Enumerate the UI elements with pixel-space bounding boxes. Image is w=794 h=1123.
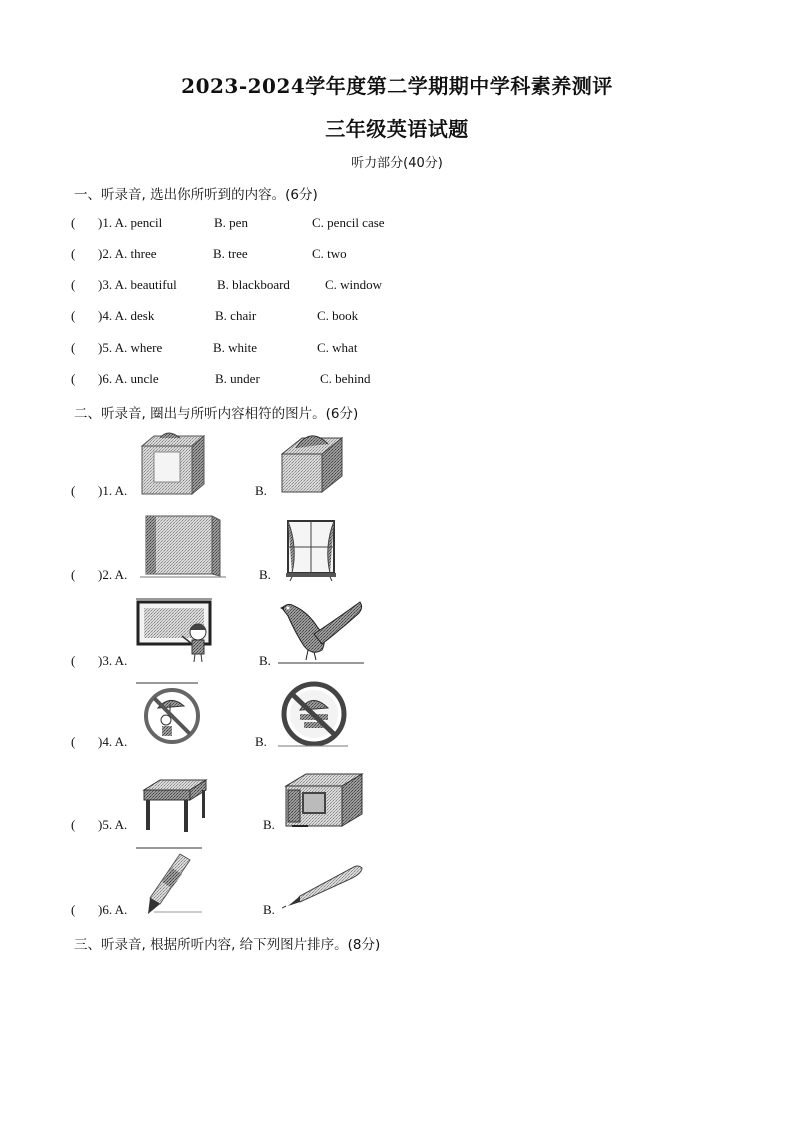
pencil-icon[interactable] — [136, 846, 208, 916]
option-c: C. what — [317, 340, 358, 355]
q-number-a: )5. A. where — [98, 340, 163, 355]
page-title-line1: 2023-2024学年度第二学期期中学科素养测评 — [181, 74, 613, 98]
bird-icon[interactable] — [278, 598, 366, 666]
option-b: B. chair — [215, 308, 257, 323]
option-b: B. blackboard — [217, 277, 290, 292]
pen-icon[interactable] — [282, 862, 366, 912]
answer-paren[interactable]: ( — [71, 277, 76, 292]
option-b: B. — [263, 817, 275, 832]
answer-paren[interactable]: ( — [71, 215, 76, 230]
q-number-a: )4. A. — [98, 734, 128, 749]
option-c: C. pencil case — [312, 215, 385, 230]
q-number-a: )6. A. uncle — [98, 371, 159, 386]
answer-paren[interactable]: ( — [71, 483, 76, 498]
option-c: C. behind — [320, 371, 371, 386]
q-number-a: )3. A. — [98, 653, 128, 668]
section2-heading: 二、听录音, 圈出与所听内容相符的图片。(6分) — [74, 406, 359, 422]
answer-paren[interactable]: ( — [71, 308, 76, 323]
answer-paren[interactable]: ( — [71, 734, 76, 749]
box-icon[interactable] — [138, 432, 208, 496]
q-number-a: )2. A. — [98, 567, 128, 582]
option-c: C. two — [312, 246, 347, 261]
answer-paren[interactable]: ( — [71, 902, 76, 917]
answer-paren[interactable]: ( — [71, 340, 76, 355]
answer-paren[interactable]: ( — [71, 653, 76, 668]
box-lid-icon[interactable] — [280, 432, 346, 496]
section1-heading: 一、听录音, 选出你所听到的内容。(6分) — [74, 187, 318, 203]
q-number-a: )4. A. desk — [98, 308, 155, 323]
option-b: B. — [263, 902, 275, 917]
option-b: B. — [259, 567, 271, 582]
option-b: B. — [255, 483, 267, 498]
q-number-a: )1. A. pencil — [98, 215, 163, 230]
option-b: B. pen — [214, 215, 248, 230]
table-icon[interactable] — [140, 776, 210, 834]
section3-heading: 三、听录音, 根据所听内容, 给下列图片排序。(8分) — [74, 937, 381, 953]
part-label: 听力部分(40分) — [351, 156, 443, 171]
door-icon[interactable] — [140, 514, 228, 580]
answer-paren[interactable]: ( — [71, 567, 76, 582]
blackboard-girl-icon[interactable] — [136, 598, 218, 664]
window-icon[interactable] — [284, 517, 340, 581]
q-number-a: )2. A. three — [98, 246, 157, 261]
q-number-a: )1. A. — [98, 483, 128, 498]
option-c: C. window — [325, 277, 383, 292]
option-b: B. white — [213, 340, 258, 355]
option-b: B. — [255, 734, 267, 749]
answer-paren[interactable]: ( — [71, 817, 76, 832]
option-b: B. tree — [213, 246, 248, 261]
q-number-a: )5. A. — [98, 817, 128, 832]
desk-icon[interactable] — [282, 770, 366, 832]
q-number-a: )3. A. beautiful — [98, 277, 177, 292]
answer-paren[interactable]: ( — [71, 371, 76, 386]
no-umbrella-icon[interactable] — [136, 680, 202, 746]
no-littering-icon[interactable] — [278, 680, 350, 748]
page-title-line2: 三年级英语试题 — [325, 117, 469, 141]
option-c: C. book — [317, 308, 359, 323]
q-number-a: )6. A. — [98, 902, 128, 917]
answer-paren[interactable]: ( — [71, 246, 76, 261]
option-b: B. under — [215, 371, 260, 386]
option-b: B. — [259, 653, 271, 668]
